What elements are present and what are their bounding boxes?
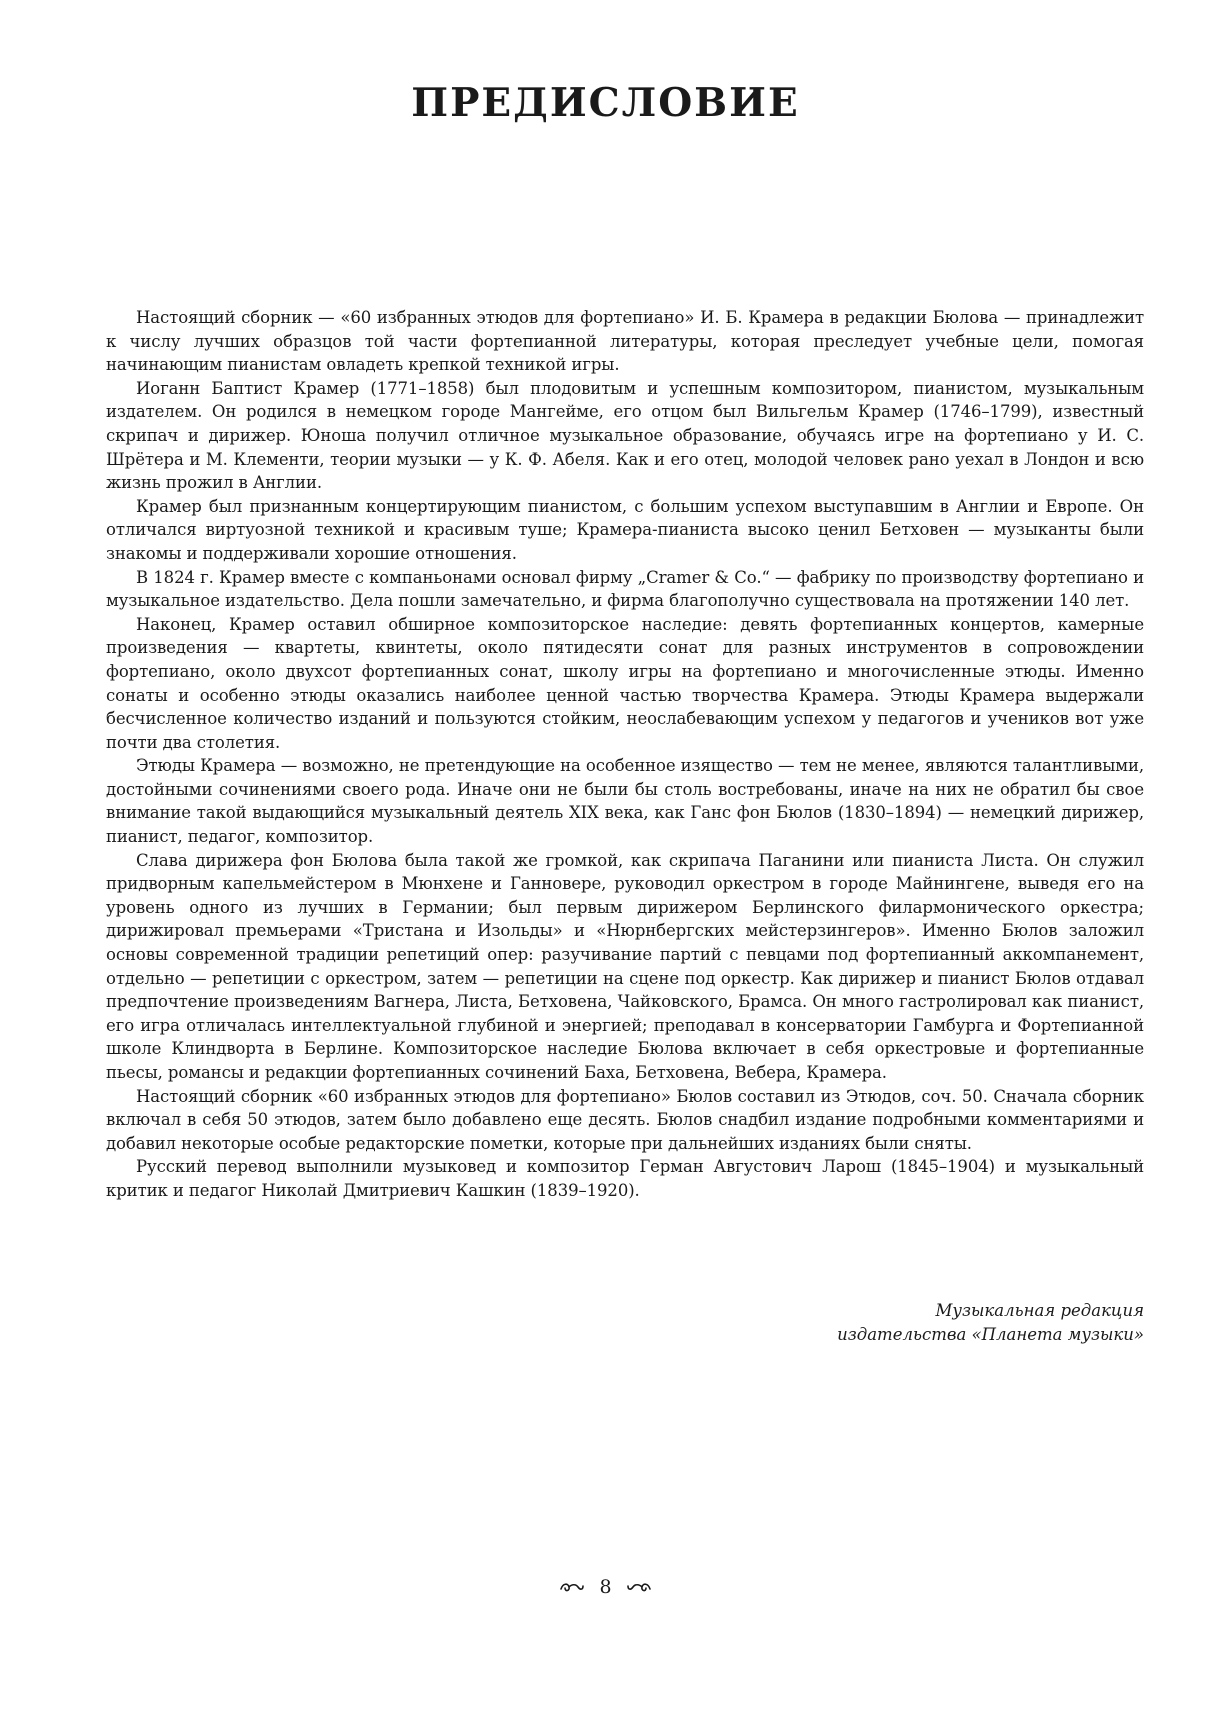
ornament-right-icon <box>626 1580 652 1594</box>
page-footer <box>0 1576 1211 1598</box>
paragraph-6: Этюды Крамера — возможно, не претендующие на особенное изящество — тем не менее, являются талантливыми, достойными сочинениями своего рода. Иначе они не были бы столь востребованы, иначе на них не обратил бы свое внимание такой выдающийся музыкальный деятель XIX века, как Ганс фон Бюлов (1830–1894) — немецкий дирижер, пианист, педагог, композитор. <box>106 756 1144 847</box>
paragraph-1: Настоящий сборник — «60 избранных этюдов для фортепиано» И. Б. Крамера в редакции Бюлова — принадлежит к числу лучших образцов той части фортепианной литературы, которая преследует учебные цели, помогая начинающим пианистам овладеть крепкой техникой игры. <box>106 308 1144 375</box>
paragraph-3: Крамер был признанным концертирующим пианистом, с большим успехом выступавшим в Англии и Европе. Он отличался виртуозной техникой и красивым туше; Крамера-пианиста высоко ценил Бетховен — музыканты были знакомы и поддерживали хорошие отношения. <box>106 496 1144 563</box>
paragraph-8: Настоящий сборник «60 избранных этюдов для фортепиано» Бюлов составил из Этюдов, соч. 50. Сначала сборник включал в себя 50 этюдов, затем было добавлено еще десять. Бюлов снадбил издание подробными комментариями и добавил некоторые особые редакторские пометки, которые при дальнейших изданиях были сняты. <box>106 1086 1144 1153</box>
paragraph-4: В 1824 г. Крамер вместе с компаньонами основал фирму „Cramer & Co.“ — фабрику по производству фортепиано и музыкальное издательство. Дела пошли замечательно, и фирма благополучно существовала на протяжении 140 лет. <box>106 567 1144 611</box>
signature-line-1: Музыкальная редакция <box>935 1301 1144 1320</box>
paragraph-2: Иоганн Баптист Крамер (1771–1858) был плодовитым и успешным композитором, пианистом, музыкальным издателем. Он родился в немецком городе Мангейме, его отцом был Вильгельм Крамер (1746–1799), известный скрипач и дирижер. Юноша получил отличное музыкальное образование, обучаясь игре на фортепиано у И. С. Шрётера и М. Клементи, теории музыки — у К. Ф. Абеля. Как и его отец, молодой человек рано уехал в Лондон и всю жизнь прожил в Англии. <box>106 378 1144 493</box>
preface-body <box>106 306 1144 1203</box>
paragraph-5: Наконец, Крамер оставил обширное композиторское наследие: девять фортепианных концертов, камерные произведения — квартеты, квинтеты, около пятидесяти сонат для разных инструментов в сопровождении фортепиано, около двухсот фортепианных сонат, школу игры на фортепиано и многочисленные этюды. Именно сонаты и особенно этюды оказались наиболее ценной частью творчества Крамера. Этюды Крамера выдержали бесчисленное количество изданий и пользуются стойким, неослабевающим успехом у педагогов и учеников вот уже почти два столетия. <box>106 614 1144 752</box>
page-number: 8 <box>599 1576 612 1598</box>
paragraph-9: Русский перевод выполнили музыковед и композитор Герман Августович Ларош (1845–1904) и музыкальный критик и педагог Николай Дмитриевич Кашкин (1839–1920). <box>106 1157 1144 1200</box>
signature-line-2: издательства «Планета музыки» <box>837 1324 1144 1344</box>
paragraph-7: Слава дирижера фон Бюлова была такой же громкой, как скрипача Паганини или пианиста Листа. Он служил придворным капельмейстером в Мюнхене и Ганновере, руководил оркестром в городе Майнингене, выведя его на уровень одного из лучших в Германии; был первым дирижером Берлинского филармонического оркестра; дирижировал премьерами «Тристана и Изольды» и «Нюрнбергских мейстерзингеров». Именно Бюлов заложил основы современной традиции репетиций опер: разучивание партий с певцами под фортепианный аккомпанемент, отдельно — репетиции с оркестром, затем — репетиции на сцене под оркестр. Как дирижер и пианист Бюлов отдавал предпочтение произведениям Вагнера, Листа, Бетховена, Чайковского, Брамса. Он много гастролировал как пианист, его игра отличалась интеллектуальной глубиной и энергией; преподавал в консерватории Гамбурга и Фортепианной школе Клиндворта в Берлине. Композиторское наследие Бюлова включает в себя оркестровые и фортепианные пьесы, романсы и редакции фортепианных сочинений Баха, Бетховена, Вебера, Крамера. <box>106 850 1144 1082</box>
page-title: ПРЕДИСЛОВИЕ <box>411 80 800 126</box>
ornament-left-icon <box>559 1580 585 1594</box>
signature <box>837 1299 1144 1346</box>
